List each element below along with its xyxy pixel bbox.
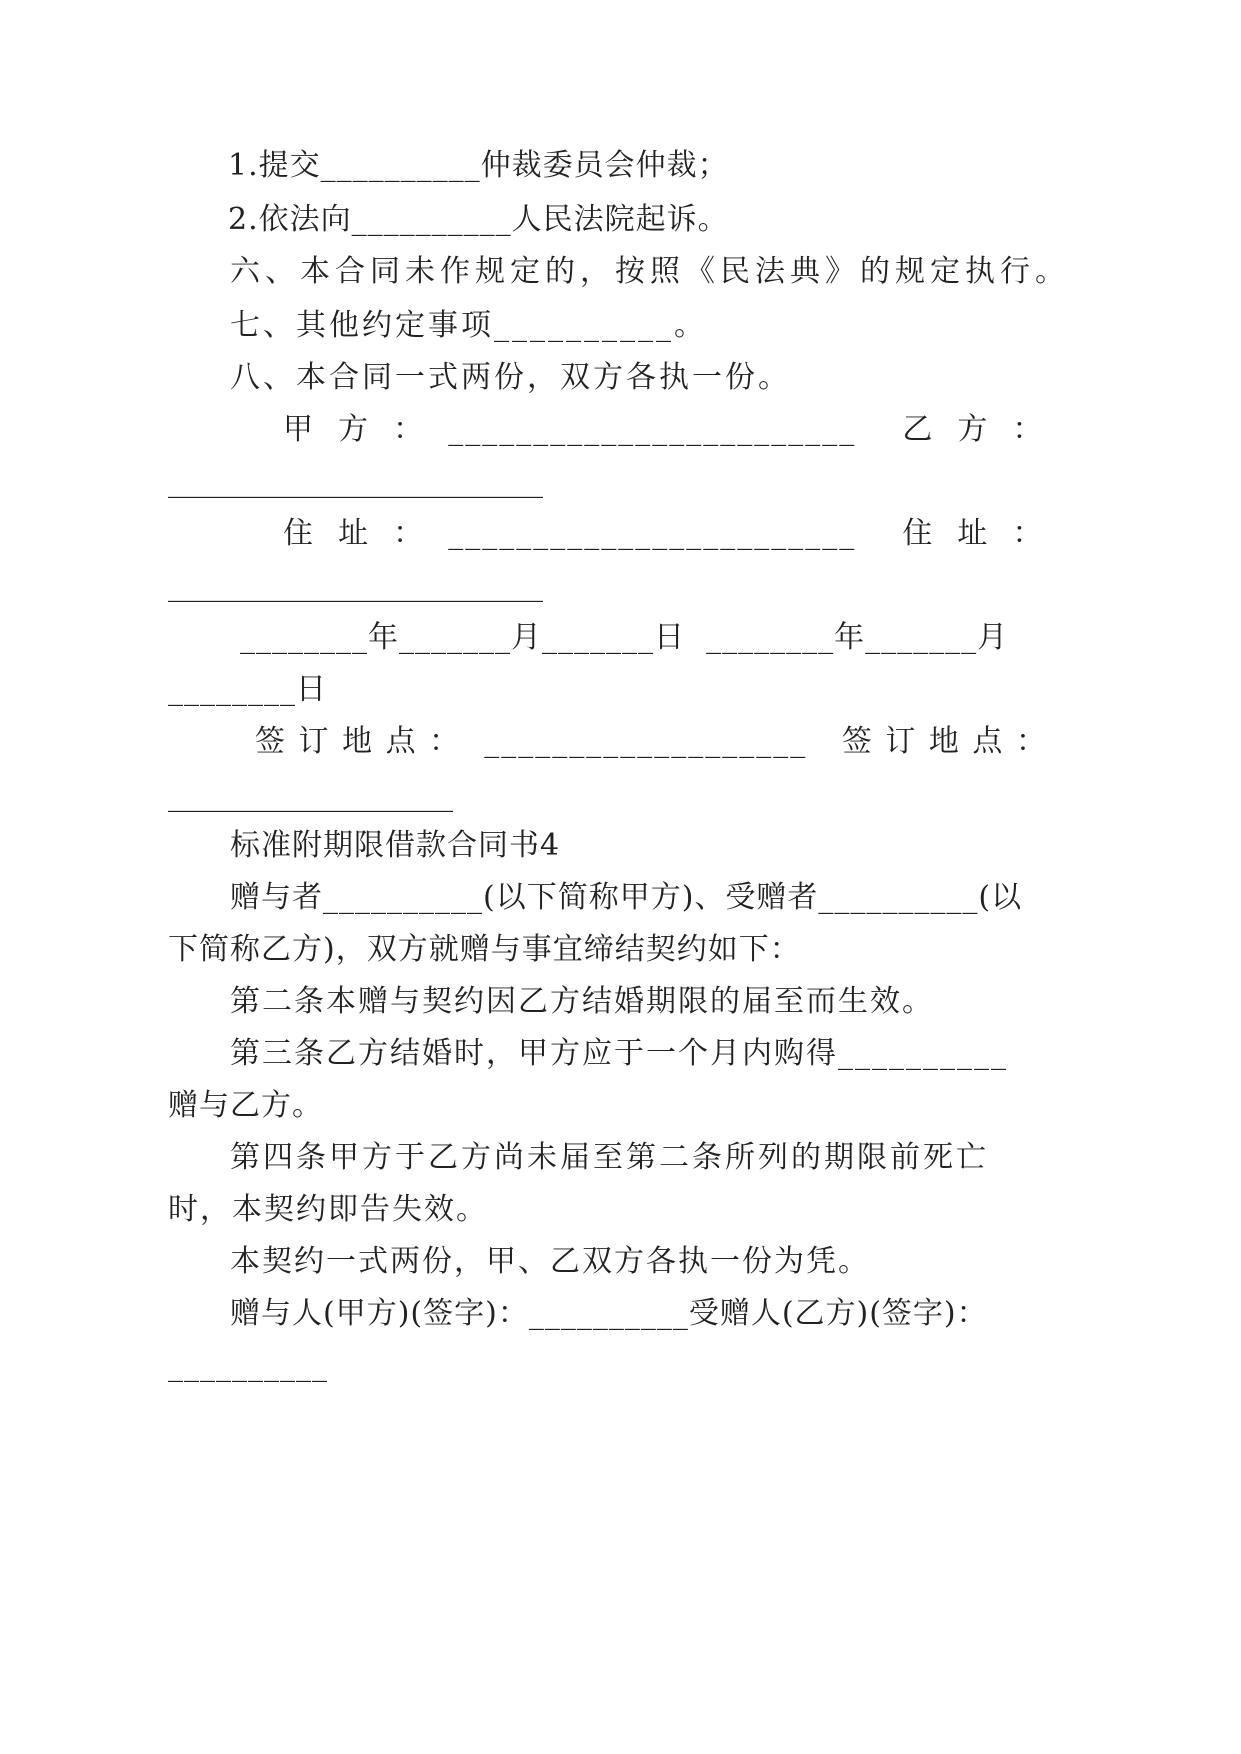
text-line: 下简称乙方)，双方就赠与事宜缔结契约如下：: [168, 932, 801, 967]
text-line: 第三条乙方结婚时，甲方应于一个月内购得__________: [230, 1036, 1008, 1071]
date-line: ________年_______月_______日 ________年_______月: [240, 620, 1009, 655]
blank-line: ___________________: [168, 778, 453, 813]
signature-line: 赠与人(甲方)(签字)：__________受赠人(乙方)(签字)：: [230, 1296, 988, 1331]
section-title: 标准附期限借款合同书4: [230, 828, 561, 863]
text-line: 本契约一式两份，甲、乙双方各执一份为凭。: [230, 1244, 870, 1279]
text-line: 第二条本赠与契约因乙方结婚期限的届至而生效。: [230, 984, 934, 1019]
text-line: 赠与乙方。: [168, 1088, 323, 1123]
text-line: 七、其他约定事项__________。: [230, 308, 707, 343]
text-line: 八、本合同一式两份，双方各执一份。: [230, 360, 791, 395]
address-line: 住 址 ： ________________________ 住 址 ：: [283, 516, 1045, 551]
blank-line: _________________________: [168, 568, 543, 603]
text-line: 1.提交__________仲裁委员会仲裁；: [228, 148, 729, 183]
blank-line: ________日: [168, 672, 327, 707]
place-line: 签 订 地 点 ： ___________________ 签 订 地 点 ：: [255, 724, 1048, 759]
party-line: 甲 方 ： ________________________ 乙 方 ：: [283, 412, 1045, 447]
blank-line: _________________________: [168, 464, 543, 499]
blank-line: __________: [168, 1348, 328, 1383]
text-line: 第四条甲方于乙方尚未届至第二条所列的期限前死亡: [230, 1140, 989, 1175]
text-line: 时，本契约即告失效。: [168, 1192, 488, 1227]
text-line: 赠与者__________(以下简称甲方)、受赠者__________(以: [230, 880, 1023, 915]
text-line: 2.依法向__________人民法院起诉。: [228, 202, 729, 237]
text-line: 六、本合同未作规定的，按照《民法典》的规定执行。: [230, 254, 1070, 289]
